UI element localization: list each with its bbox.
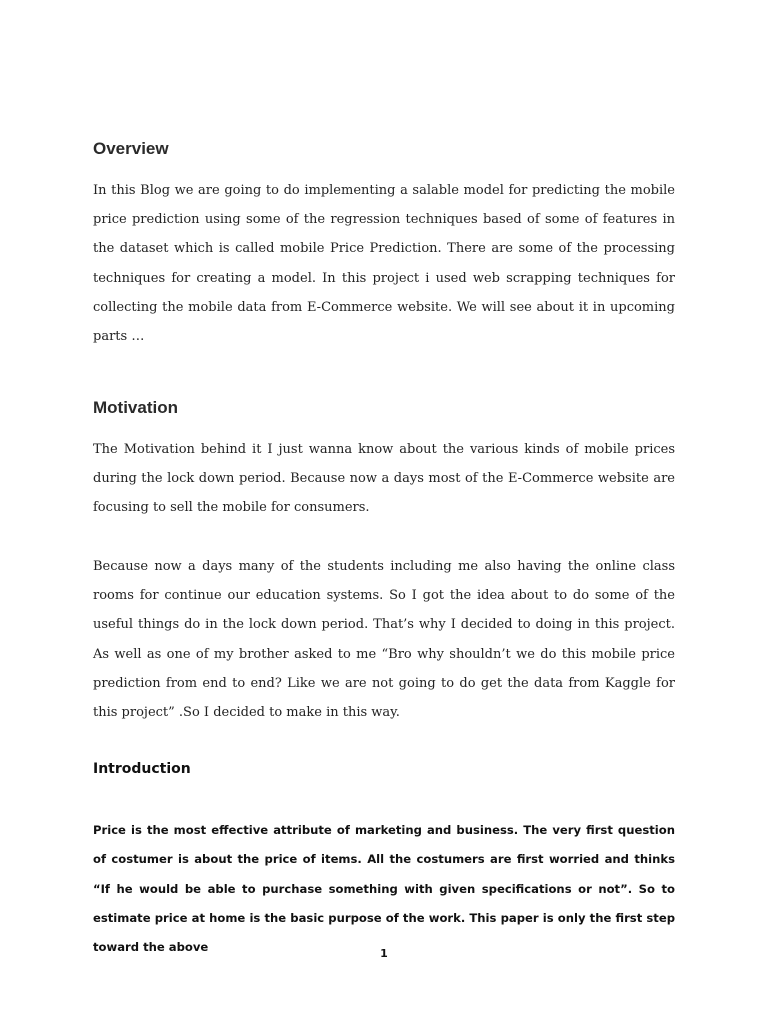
introduction-heading: Introduction: [93, 761, 191, 777]
overview-heading: Overview: [93, 139, 169, 158]
motivation-paragraph-2: Because now a days many of the students including me also having the online class rooms for continue our education systems. So I got the idea about to do some of the useful things do in the lock down period. That’s why I decided to doing in this project. As well as one of my brother asked to me “Bro why shouldn’t we do this mobile price prediction from end to end? Like we are not going to do get the data from Kaggle for this project” .So I decided to make in this way.: [93, 559, 675, 721]
motivation-paragraph-1: The Motivation behind it I just wanna know about the various kinds of mobile prices during the lock down period. Because now a days most of the E-Commerce website are focusing to sell the mobile for consumers.: [93, 442, 675, 516]
motivation-heading: Motivation: [93, 398, 178, 417]
introduction-paragraph: Price is the most effective attribute of marketing and business. The very first question of costumer is about the price of items. All the costumers are first worried and thinks “If he would be able to purchase something with given specifications or not”. So to estimate price at home is the basic purpose of the work. This paper is only the first step toward the above: [93, 823, 675, 955]
page-number: 1: [380, 947, 388, 960]
overview-paragraph: In this Blog we are going to do implementing a salable model for predicting the mobile price prediction using some of the regression techniques based of some of features in the dataset which is called mobile Price Prediction. There are some of the processing techniques for creating a model. In this project i used web scrapping techniques for collecting the mobile data from E-Commerce website. We will see about it in upcoming parts …: [93, 183, 675, 345]
